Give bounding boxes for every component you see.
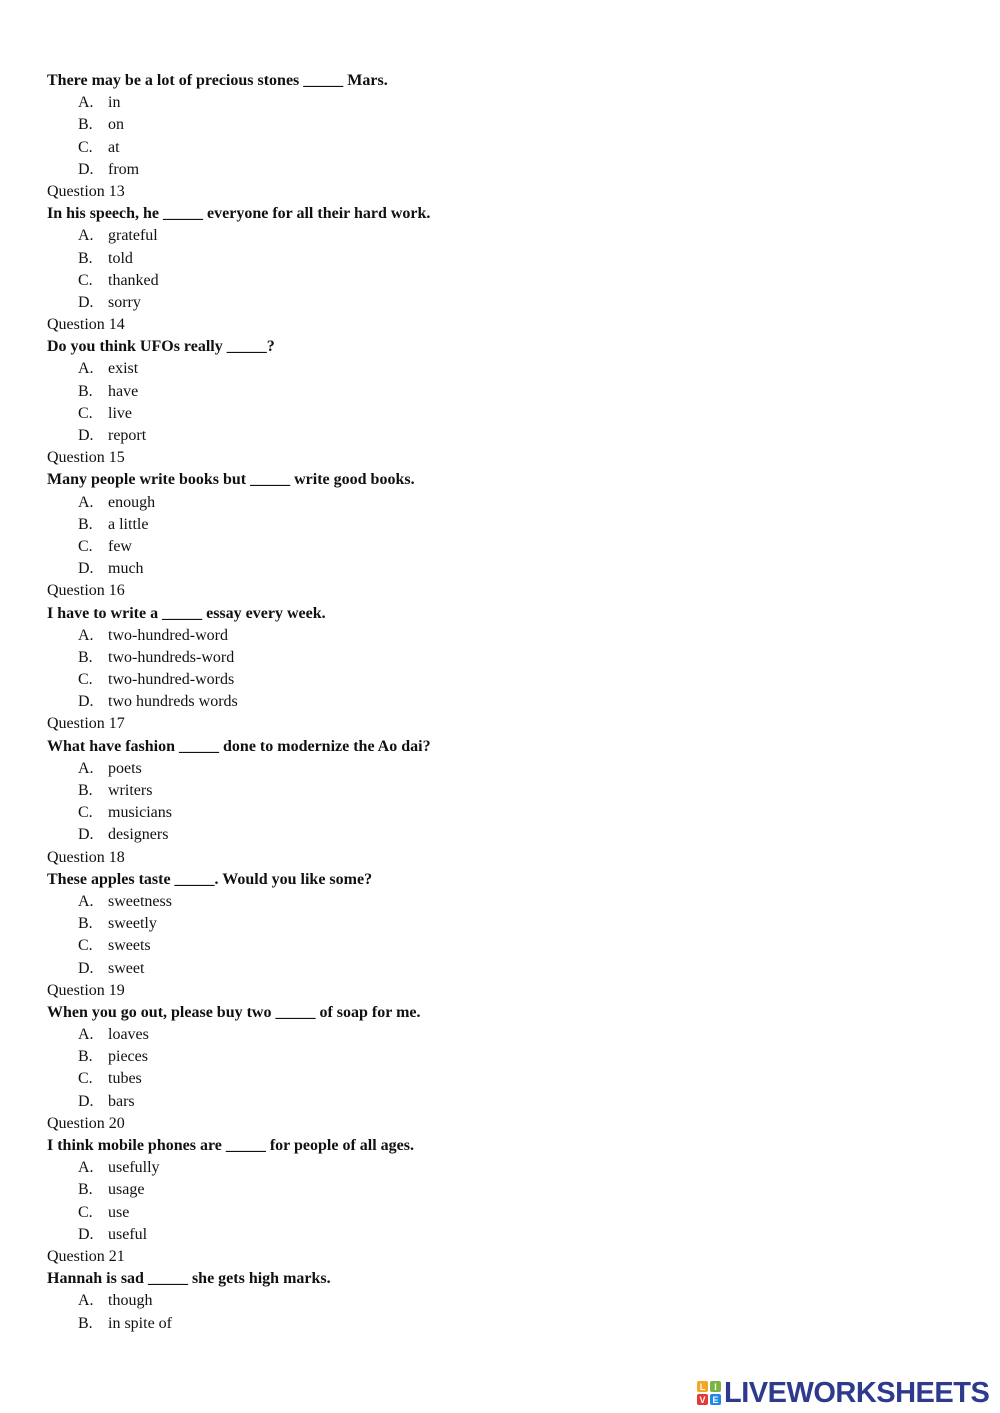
answer-option[interactable] — [47, 647, 947, 669]
question-number: Question 20 — [47, 1114, 125, 1132]
answer-option[interactable] — [47, 1202, 947, 1224]
answer-option[interactable] — [47, 1224, 947, 1246]
option-letter: A. — [78, 94, 94, 112]
answer-option[interactable] — [47, 758, 947, 780]
option-letter: A. — [78, 626, 94, 644]
option-letter: D. — [78, 560, 94, 578]
option-text: two-hundred-words — [108, 671, 235, 689]
question-number: Question 14 — [47, 316, 125, 334]
answer-option[interactable] — [47, 1313, 947, 1335]
question-number: Question 15 — [47, 449, 125, 467]
question-block — [47, 1246, 947, 1335]
option-letter: B. — [78, 1048, 93, 1066]
answer-option[interactable] — [47, 1179, 947, 1201]
option-text: report — [108, 427, 147, 444]
question-text: What have fashion _____ done to modernize the Ao dai? — [47, 737, 431, 755]
question-text: Do you think UFOs really _____? — [47, 338, 275, 356]
question-number: Question 16 — [47, 582, 125, 600]
question-block — [47, 181, 947, 314]
option-letter: A. — [78, 1026, 94, 1044]
option-text: grateful — [108, 227, 158, 245]
question-number: Question 18 — [47, 848, 125, 866]
question-number: Question 13 — [47, 182, 125, 200]
option-letter: D. — [78, 1225, 94, 1243]
answer-option[interactable] — [47, 381, 947, 403]
liveworksheets-brand — [697, 1378, 989, 1408]
option-letter: A. — [78, 1292, 94, 1310]
answer-option[interactable] — [47, 780, 947, 802]
option-text: in — [108, 94, 121, 112]
answer-option[interactable] — [47, 958, 947, 980]
answer-option[interactable] — [47, 935, 947, 957]
answer-option[interactable] — [47, 669, 947, 691]
option-letter: D. — [78, 1092, 94, 1110]
option-text: bars — [108, 1092, 135, 1110]
answer-option[interactable] — [47, 159, 947, 181]
option-text: two-hundreds-word — [108, 648, 235, 666]
logo-cell-i: I — [710, 1381, 721, 1392]
option-text: pieces — [108, 1048, 148, 1066]
option-text: at — [108, 138, 120, 156]
option-text: sweetly — [108, 915, 157, 933]
option-letter: B. — [78, 515, 93, 533]
answer-option[interactable] — [47, 403, 947, 425]
option-text: sorry — [108, 293, 141, 311]
logo-cell-e: E — [710, 1394, 721, 1405]
option-text: designers — [108, 826, 169, 844]
option-text: useful — [108, 1225, 148, 1243]
answer-option[interactable] — [47, 248, 947, 270]
option-text: exist — [108, 360, 139, 378]
brand-name: LIVEWORKSHEETS — [724, 1377, 990, 1409]
option-text: musicians — [108, 804, 172, 822]
answer-option[interactable] — [47, 1024, 947, 1046]
answer-option[interactable] — [47, 1046, 947, 1068]
answer-option[interactable] — [47, 292, 947, 314]
option-text: much — [108, 560, 144, 578]
question-list — [47, 70, 947, 1335]
option-letter: B. — [78, 915, 93, 933]
option-text: though — [108, 1292, 153, 1310]
option-letter: C. — [78, 937, 93, 955]
option-text: a little — [108, 515, 149, 533]
logo-cell-v: V — [697, 1394, 708, 1405]
option-letter: A. — [78, 759, 94, 777]
answer-option[interactable] — [47, 114, 947, 136]
option-text: two-hundred-word — [108, 626, 228, 644]
option-text: two hundreds words — [108, 693, 238, 711]
answer-option[interactable] — [47, 425, 947, 447]
option-text: sweets — [108, 937, 151, 955]
question-number: Question 21 — [47, 1247, 125, 1265]
answer-option[interactable] — [47, 492, 947, 514]
answer-option[interactable] — [47, 824, 947, 846]
question-block — [47, 713, 947, 846]
option-text: use — [108, 1203, 130, 1221]
option-text: sweetness — [108, 892, 172, 910]
question-number: Question 17 — [47, 715, 125, 733]
option-text: sweet — [108, 959, 145, 977]
option-letter: B. — [78, 648, 93, 666]
option-letter: D. — [78, 160, 94, 178]
answer-option[interactable] — [47, 1068, 947, 1090]
answer-option[interactable] — [47, 92, 947, 114]
option-text: usefully — [108, 1159, 160, 1177]
question-text: Many people write books but _____ write good books. — [47, 471, 415, 489]
option-letter: A. — [78, 892, 94, 910]
option-letter: D. — [78, 959, 94, 977]
answer-option[interactable] — [47, 225, 947, 247]
answer-option[interactable] — [47, 536, 947, 558]
answer-option[interactable] — [47, 1157, 947, 1179]
option-text: loaves — [108, 1026, 149, 1044]
option-letter: D. — [78, 693, 94, 711]
question-text: In his speech, he _____ everyone for all their hard work. — [47, 205, 431, 223]
question-block — [47, 70, 947, 181]
option-text: enough — [108, 493, 156, 511]
option-letter: A. — [78, 493, 94, 511]
liveworksheets-logo-icon — [697, 1381, 721, 1405]
option-letter: C. — [78, 1203, 93, 1221]
question-block — [47, 1113, 947, 1246]
option-letter: C. — [78, 671, 93, 689]
question-number: Question 19 — [47, 981, 125, 999]
option-letter: C. — [78, 138, 93, 156]
question-block — [47, 447, 947, 580]
answer-option[interactable] — [47, 558, 947, 580]
option-text: on — [108, 116, 124, 134]
answer-option[interactable] — [47, 802, 947, 824]
question-block — [47, 980, 947, 1113]
option-letter: A. — [78, 1159, 94, 1177]
question-text: When you go out, please buy two _____ of soap for me. — [47, 1003, 421, 1021]
question-block — [47, 314, 947, 447]
option-text: from — [108, 160, 140, 178]
answer-option[interactable] — [47, 137, 947, 159]
answer-option[interactable] — [47, 514, 947, 536]
option-letter: C. — [78, 804, 93, 822]
option-text: have — [108, 382, 139, 400]
question-text: I think mobile phones are _____ for people of all ages. — [47, 1137, 414, 1154]
option-letter: C. — [78, 271, 93, 289]
option-letter: D. — [78, 826, 94, 844]
option-text: live — [108, 404, 132, 422]
question-text: These apples taste _____. Would you like some? — [47, 870, 373, 888]
option-text: tubes — [108, 1070, 142, 1088]
option-letter: D. — [78, 427, 94, 444]
option-text: few — [108, 537, 132, 555]
answer-option[interactable] — [47, 1091, 947, 1113]
option-text: told — [108, 249, 133, 267]
option-letter: A. — [78, 227, 94, 245]
question-text: Hannah is sad _____ she gets high marks. — [47, 1270, 331, 1288]
answer-option[interactable] — [47, 913, 947, 935]
option-letter: A. — [78, 360, 94, 378]
answer-option[interactable] — [47, 358, 947, 380]
logo-cell-l: L — [697, 1381, 708, 1392]
option-text: thanked — [108, 271, 159, 289]
answer-option[interactable] — [47, 270, 947, 292]
option-text: usage — [108, 1181, 145, 1199]
option-letter: B. — [78, 382, 93, 400]
option-text: writers — [108, 782, 153, 799]
question-text: I have to write a _____ essay every week. — [47, 604, 326, 622]
answer-option[interactable] — [47, 625, 947, 647]
option-letter: B. — [78, 1181, 93, 1199]
question-block — [47, 847, 947, 980]
option-letter: B. — [78, 249, 93, 267]
option-text: poets — [108, 759, 142, 777]
answer-option[interactable] — [47, 891, 947, 913]
option-letter: C. — [78, 1070, 93, 1088]
answer-option[interactable] — [47, 1290, 947, 1312]
option-text: in spite of — [108, 1314, 172, 1332]
option-letter: C. — [78, 537, 93, 555]
question-text: There may be a lot of precious stones _____ Mars. — [47, 72, 388, 89]
option-letter: B. — [78, 116, 93, 134]
option-letter: B. — [78, 782, 93, 799]
answer-option[interactable] — [47, 691, 947, 713]
option-letter: D. — [78, 293, 94, 311]
question-block — [47, 580, 947, 713]
option-letter: C. — [78, 404, 93, 422]
option-letter: B. — [78, 1314, 93, 1332]
